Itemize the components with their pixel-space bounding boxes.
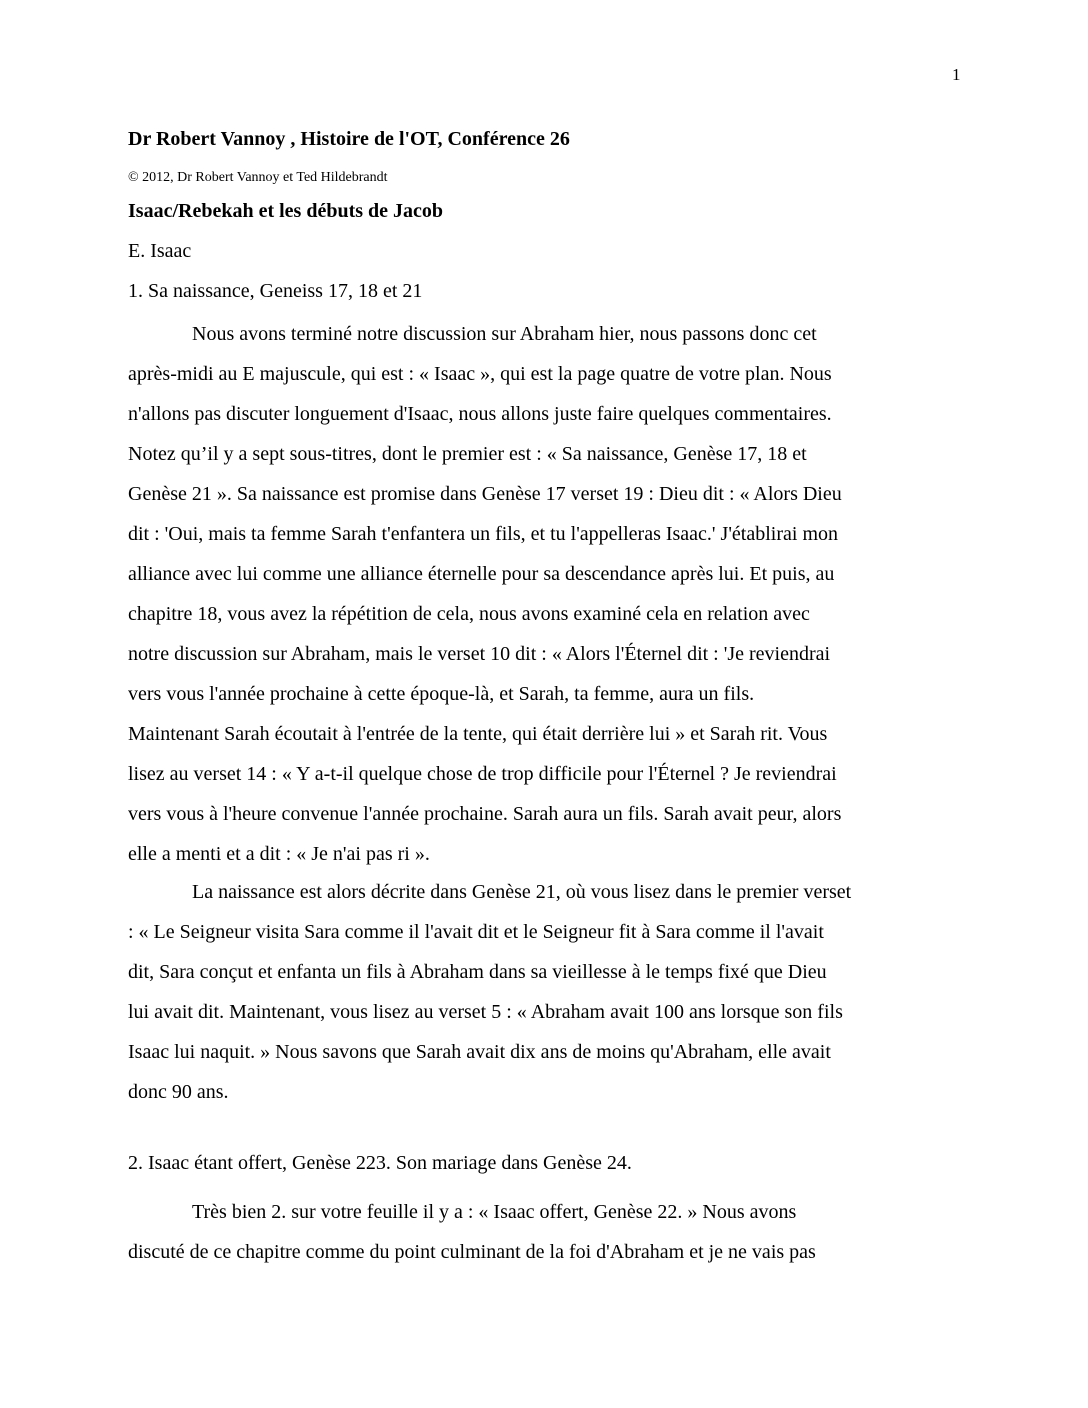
page-number: 1 [952,65,961,84]
text-line: Isaac lui naquit. » Nous savons que Sarah avait dix ans de moins qu'Abraham, elle avait [128,1041,831,1063]
text-line: notre discussion sur Abraham, mais le verset 10 dit : « Alors l'Éternel dit : 'Je reviendrai [128,643,831,665]
text-line: : « Le Seigneur visita Sara comme il l'avait dit et le Seigneur fit à Sara comme il l'avait [128,921,824,943]
document-title: Dr Robert Vannoy , Histoire de l'OT, Conférence 26 [128,128,570,150]
text-line: La naissance est alors décrite dans Genèse 21, où vous lisez dans le premier verset [192,881,852,903]
paragraph-2 [128,872,960,1112]
document-subtitle: Isaac/Rebekah et les débuts de Jacob [128,200,444,222]
text-line: Très bien 2. sur votre feuille il y a : « Isaac offert, Genèse 22. » Nous avons [192,1201,797,1223]
text-line: alliance avec lui comme une alliance éternelle pour sa descendance après lui. Et puis, au [128,563,835,585]
section-heading-2: 2. Isaac étant offert, Genèse 223. Son mariage dans Genèse 24. [128,1152,632,1174]
text-line: n'allons pas discuter longuement d'Isaac, nous allons juste faire quelques commentaires. [128,403,832,425]
section-heading-e: E. Isaac [128,240,192,262]
paragraph-3 [128,1192,960,1272]
section-heading-1: 1. Sa naissance, Geneiss 17, 18 et 21 [128,280,423,302]
text-line: après-midi au E majuscule, qui est : « Isaac », qui est la page quatre de votre plan. Nous [128,363,832,385]
text-line: chapitre 18, vous avez la répétition de cela, nous avons examiné cela en relation avec [128,603,810,625]
text-line: Genèse 21 ». Sa naissance est promise dans Genèse 17 verset 19 : Dieu dit : « Alors Dieu [128,483,842,505]
text-line: Maintenant Sarah écoutait à l'entrée de la tente, qui était derrière lui » et Sarah rit. Vous [128,723,828,745]
text-line: lisez au verset 14 : « Y a-t-il quelque chose de trop difficile pour l'Éternel ? Je reviendrai [128,763,837,785]
paragraph-1 [128,314,960,874]
text-line: lui avait dit. Maintenant, vous lisez au verset 5 : « Abraham avait 100 ans lorsque son fils [128,1001,843,1023]
text-line: discuté de ce chapitre comme du point culminant de la foi d'Abraham et je ne vais pas [128,1241,816,1263]
text-line: vers vous à l'heure convenue l'année prochaine. Sarah aura un fils. Sarah avait peur, alors [128,803,842,825]
text-line: vers vous l'année prochaine à cette époque-là, et Sarah, ta femme, aura un fils. [128,683,755,705]
text-line: elle a menti et a dit : « Je n'ai pas ri ». [128,843,430,865]
copyright-line: © 2012, Dr Robert Vannoy et Ted Hildebrandt [128,170,388,185]
text-line: donc 90 ans. [128,1081,229,1103]
text-line: Nous avons terminé notre discussion sur Abraham hier, nous passons donc cet [192,323,817,345]
text-line: dit : 'Oui, mais ta femme Sarah t'enfantera un fils, et tu l'appelleras Isaac.' J'établirai mon [128,523,838,545]
text-line: dit, Sara conçut et enfanta un fils à Abraham dans sa vieillesse à le temps fixé que Dieu [128,961,827,983]
text-line: Notez qu’il y a sept sous-titres, dont le premier est : « Sa naissance, Genèse 17, 18 et [128,443,807,465]
